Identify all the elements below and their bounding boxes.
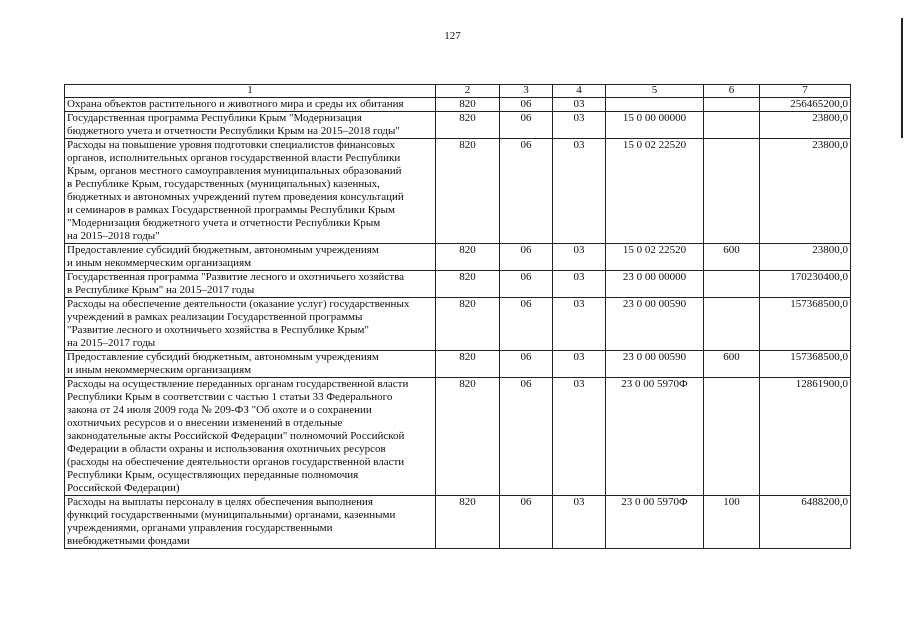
row-gr: 820 [436, 139, 500, 244]
row-pr: 03 [553, 98, 606, 112]
header-col-2: 2 [436, 85, 500, 98]
row-pr: 03 [553, 244, 606, 271]
row-rz: 06 [500, 244, 553, 271]
row-csr: 23 0 00 5970Ф [606, 378, 704, 496]
header-col-5: 5 [606, 85, 704, 98]
row-name: Предоставление субсидий бюджетным, автономным учреждениям и иным некоммерческим организациям [65, 351, 436, 378]
row-vr [704, 271, 760, 298]
row-pr: 03 [553, 378, 606, 496]
row-gr: 820 [436, 271, 500, 298]
row-name: Охрана объектов растительного и животного мира и среды их обитания [65, 98, 436, 112]
row-vr [704, 112, 760, 139]
row-pr: 03 [553, 139, 606, 244]
row-gr: 820 [436, 98, 500, 112]
row-amount: 157368500,0 [760, 298, 851, 351]
scan-edge-line [901, 18, 903, 138]
row-pr: 03 [553, 271, 606, 298]
header-col-1: 1 [65, 85, 436, 98]
row-amount: 23800,0 [760, 244, 851, 271]
row-name: Государственная программа "Развитие лесного и охотничьего хозяйства в Республике Крым" на 2015–2017 годы [65, 271, 436, 298]
row-amount: 157368500,0 [760, 351, 851, 378]
row-csr: 15 0 00 00000 [606, 112, 704, 139]
row-rz: 06 [500, 496, 553, 549]
header-col-7: 7 [760, 85, 851, 98]
row-rz: 06 [500, 271, 553, 298]
header-col-3: 3 [500, 85, 553, 98]
row-name: Предоставление субсидий бюджетным, автономным учреждениям и иным некоммерческим организациям [65, 244, 436, 271]
row-gr: 820 [436, 496, 500, 549]
row-name: Государственная программа Республики Крым "Модернизация бюджетного учета и отчетности Республики Крым на 2015–2018 годы" [65, 112, 436, 139]
row-amount: 170230400,0 [760, 271, 851, 298]
table-row [65, 112, 851, 139]
row-pr: 03 [553, 351, 606, 378]
row-csr: 23 0 00 00000 [606, 271, 704, 298]
row-name: Расходы на обеспечение деятельности (оказание услуг) государственных учреждений в рамках реализации Государственной программы "Развитие лесного и охотничьего хозяйства в Республике Крым" на 2015–2017 годы [65, 298, 436, 351]
table-row [65, 378, 851, 496]
row-vr [704, 378, 760, 496]
row-name: Расходы на выплаты персоналу в целях обеспечения выполнения функций государственными (муниципальными) органами, казенными учреждениями, органами управления государственными внебюджетными фондами [65, 496, 436, 549]
row-rz: 06 [500, 351, 553, 378]
table-row [65, 98, 851, 112]
row-rz: 06 [500, 298, 553, 351]
table-row [65, 139, 851, 244]
row-pr: 03 [553, 298, 606, 351]
row-csr: 23 0 00 5970Ф [606, 496, 704, 549]
table-row [65, 351, 851, 378]
table-row [65, 244, 851, 271]
row-csr: 23 0 00 00590 [606, 351, 704, 378]
row-pr: 03 [553, 496, 606, 549]
row-pr: 03 [553, 112, 606, 139]
header-col-6: 6 [704, 85, 760, 98]
row-gr: 820 [436, 298, 500, 351]
row-vr: 100 [704, 496, 760, 549]
header-row [65, 85, 851, 98]
row-csr: 23 0 00 00590 [606, 298, 704, 351]
row-rz: 06 [500, 139, 553, 244]
row-name: Расходы на осуществление переданных органам государственной власти Республики Крым в соответствии с частью 1 статьи 33 Федерального закона от 24 июля 2009 года № 209-ФЗ "Об охоте и о сохранении охотничьих ресурсов и о внесении изменений в отдельные законодательные акты Российской Федерации" полномочий Российской Федерации в области охраны и использования охотничьих ресурсов (расходы на обеспечение деятельности органов государственной власти Республики Крым, осуществляющих переданные полномочия Российской Федерации) [65, 378, 436, 496]
row-amount: 256465200,0 [760, 98, 851, 112]
row-amount: 23800,0 [760, 139, 851, 244]
budget-table [64, 84, 851, 549]
table-row [65, 298, 851, 351]
row-rz: 06 [500, 112, 553, 139]
row-rz: 06 [500, 378, 553, 496]
row-amount: 23800,0 [760, 112, 851, 139]
row-gr: 820 [436, 112, 500, 139]
row-vr [704, 98, 760, 112]
row-vr [704, 298, 760, 351]
table-row [65, 271, 851, 298]
row-csr [606, 98, 704, 112]
row-name: Расходы на повышение уровня подготовки специалистов финансовых органов, исполнительных органов государственной власти Республики Крым, органов местного самоуправления муниципальных образований в Республике Крым, государственных (муниципальных) казенных, бюджетных и автономных учреждений путем проведения консультаций и семинаров в рамках Государственной программы Республики Крым "Модернизация бюджетного учета и отчетности Республики Крым на 2015–2018 годы" [65, 139, 436, 244]
row-csr: 15 0 02 22520 [606, 244, 704, 271]
row-vr: 600 [704, 244, 760, 271]
page-number: 127 [444, 30, 461, 42]
row-rz: 06 [500, 98, 553, 112]
row-amount: 12861900,0 [760, 378, 851, 496]
row-vr [704, 139, 760, 244]
row-csr: 15 0 02 22520 [606, 139, 704, 244]
row-gr: 820 [436, 351, 500, 378]
row-gr: 820 [436, 378, 500, 496]
row-gr: 820 [436, 244, 500, 271]
table-row [65, 496, 851, 549]
row-amount: 6488200,0 [760, 496, 851, 549]
header-col-4: 4 [553, 85, 606, 98]
row-vr: 600 [704, 351, 760, 378]
